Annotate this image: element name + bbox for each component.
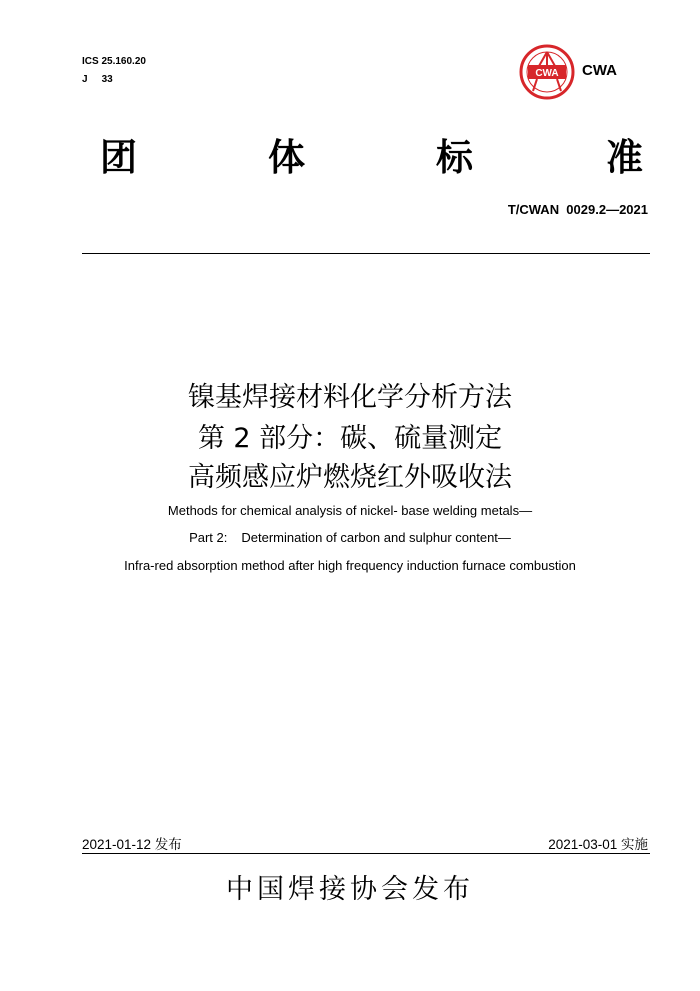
standard-type-char-2: 体 (268, 135, 305, 179)
bottom-divider (82, 853, 650, 854)
ccs-letter: J (82, 74, 88, 85)
standard-number: T/CWAN 0029.2—2021 (507, 202, 648, 217)
standard-type-char-1: 团 (100, 135, 137, 179)
title-en-part: Part 2: (189, 530, 228, 545)
ccs-number: 33 (101, 74, 113, 85)
title-en-line-2 (0, 530, 700, 545)
top-divider (82, 253, 650, 254)
implementation-date: 2021-03-01 实施 (548, 837, 648, 852)
title-cn-line-2: 第 2 部分：碳、硫量测定 (197, 423, 503, 454)
title-cn-line-1: 镍基焊接材料化学分析方法 (188, 382, 512, 413)
publisher: 中国焊接协会发布 (226, 874, 474, 905)
standard-type-char-3: 标 (436, 135, 473, 179)
title-cn-line-3: 高频感应炉燃烧红外吸收法 (188, 462, 512, 493)
cwa-logo-icon (519, 44, 575, 100)
issue-date: 2021-01-12 发布 (82, 837, 182, 852)
ics-code: ICS 25.160.20 (82, 56, 146, 67)
title-en-line-3: Infra-red absorption method after high frequency induction furnace combustion (124, 558, 576, 573)
title-en-part-title: Determination of carbon and sulphur content— (241, 530, 511, 545)
logo-text: CWA (582, 62, 617, 79)
standard-type-char-4: 准 (606, 135, 643, 179)
title-en-line-1: Methods for chemical analysis of nickel- base welding metals— (167, 503, 533, 518)
logo-mark-text: CWA (535, 68, 559, 79)
ccs-code (82, 74, 113, 85)
